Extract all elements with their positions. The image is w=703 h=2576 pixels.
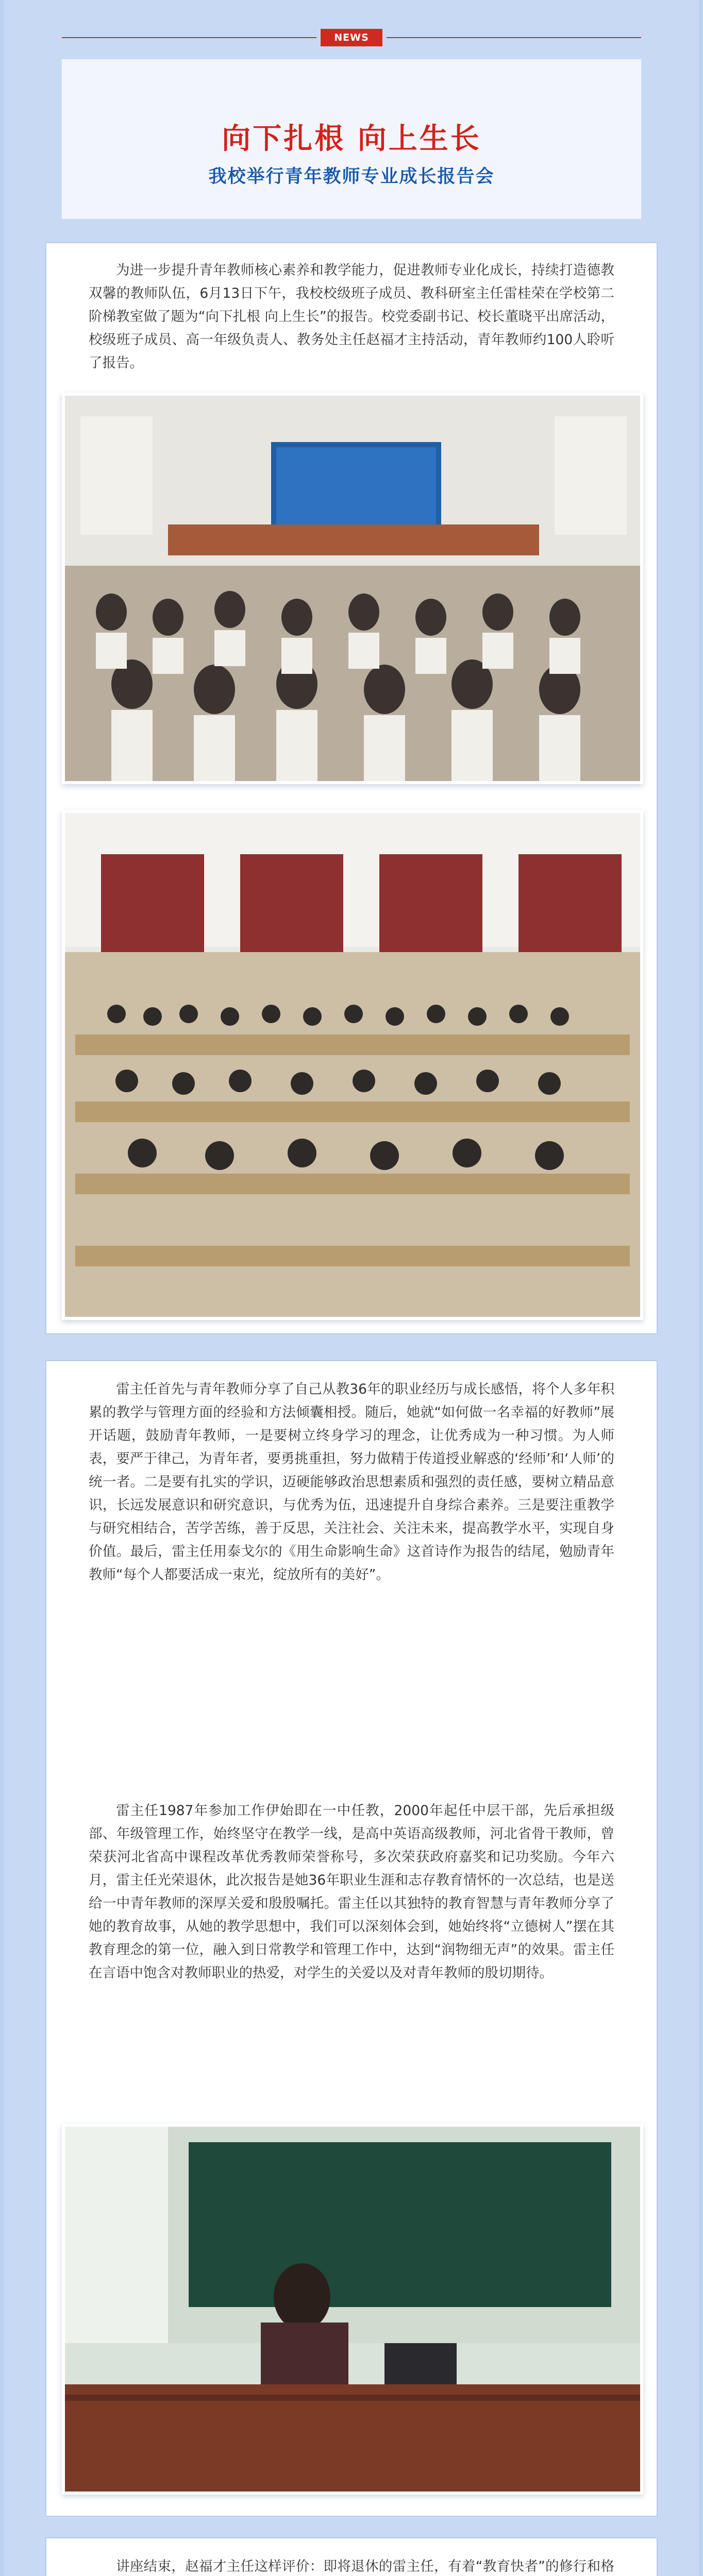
- intro-text: [89, 259, 614, 375]
- news-divider-left: [62, 37, 316, 38]
- audience-photo: [62, 810, 643, 1320]
- intro-card: [45, 242, 658, 1334]
- page-subtitle: 我校举行青年教师专业成长报告会: [208, 166, 495, 187]
- paragraph-4: 讲座结束，赵福才主任这样评价：即将退休的雷主任，有着“教育快者”的修行和格: [116, 2558, 614, 2574]
- news-tag: NEWS: [321, 29, 382, 46]
- speech-text-2: [89, 1799, 614, 1985]
- page-title: 向下扎根 向上生长: [222, 122, 481, 156]
- speaker-photo: [62, 2124, 643, 2495]
- lecture-hall-photo: [62, 393, 643, 784]
- title-panel: [62, 59, 641, 219]
- paragraph-1: 为进一步提升青年教师核心素养和教学能力，促进教师专业化成长，持续打造德教双馨的教师队伍，6月13日下午，我校校级班子成员、教科研室主任雷桂荣在学校第二阶梯教室做了题为“向下扎根 向上生长”的报告。校党委副书记、校长董晓平出席活动，校级班子成员、高一年级负责人、教务处主任赵福才主持活动，青年教师约100人聆听了报告。: [89, 262, 614, 371]
- page-right-edge: [699, 0, 703, 2576]
- news-divider-right: [387, 37, 641, 38]
- speaker-photo-icon: [65, 2127, 640, 2492]
- audience-photo-icon: [65, 813, 640, 1317]
- page-left-edge: [0, 0, 4, 2576]
- paragraph-2: 雷主任首先与青年教师分享了自己从教36年的职业经历与成长感悟，将个人多年积累的教学与管理方面的经验和方法倾囊相授。随后，她就“如何做一名幸福的好教师”展开话题，鼓励青年教师，一是要树立终身学习的理念，让优秀成为一种习惯。为人师表，要严于律己，为青年者，要勇挑重担，努力做精于传道授业解惑的‘经师’和‘人师’的统一者。二是要有扎实的学识，迈硬能够政治思想素质和强烈的责任感，要树立精品意识，长远发展意识和研究意识，与优秀为伍，迅速提升自身综合素养。三是要注重教学与研究相结合，苦学苦练，善于反思，关注社会、关注未来，提高教学水平，实现自身价值。最后，雷主任用泰戈尔的《用生命影响生命》这首诗作为报告的结尾，勉励青年教师“每个人都要活成一束光，绽放所有的美好”。: [89, 1381, 614, 1583]
- evaluation-card: [45, 2537, 658, 2576]
- evaluation-text: [89, 2555, 614, 2576]
- lecture-hall-photo-icon: [65, 396, 640, 781]
- speech-card: [45, 1360, 658, 2517]
- paragraph-3: 雷主任1987年参加工作伊始即在一中任教，2000年起任中层干部，先后承担级部、年级管理工作，始终坚守在教学一线，是高中英语高级教师，河北省骨干教师，曾荣获河北省高中课程改革优秀教师荣誉称号，多次荣获政府嘉奖和记功奖励。今年六月，雷主任光荣退休，此次报告是她36年职业生涯和志存教育情怀的一次总结，也是送给一中青年教师的深厚关爱和殷殷嘱托。雷主任以其独特的教育智慧与青年教师分享了她的教育故事，从她的教学思想中，我们可以深刻体会到，她始终将“立德树人”摆在其教育理念的第一位，融入到日常教学和管理工作中，达到“润物细无声”的效果。雷主任在言语中饱含对教师职业的热爱，对学生的关爱以及对青年教师的殷切期待。: [89, 1803, 614, 1981]
- speech-text-1: [89, 1378, 614, 1586]
